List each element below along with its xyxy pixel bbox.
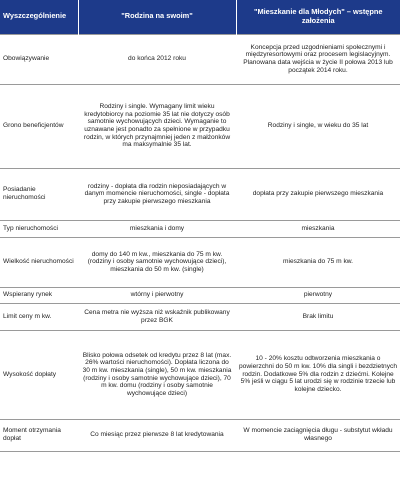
mdm-cell: 10 - 20% kosztu odtworzenia mieszkania o powierzchni do 50 m kw. 10% dla singli i bezdzietnych rodzin. Dodatkowe 5% dla rodzin z dziećmi. Kolejne 5% jeśli w ciągu 5 lat urodzi się w rodzinie trzecie lub kolejne dziecko. [236, 330, 400, 419]
header-col-rodzina: "Rodzina na swoim" [78, 0, 236, 34]
rodzina-cell: domy do 140 m kw., mieszkania do 75 m kw. (rodziny i osoby samotnie wychowujące dzieci), mieszkania do 50 m kw. (single) [78, 237, 236, 287]
table-row [0, 330, 400, 419]
mdm-cell: W momencie zaciągnięcia długu - substytut wkładu własnego [236, 419, 400, 451]
row-label: Limit ceny m kw. [0, 303, 78, 330]
table-row [0, 84, 400, 168]
table-row [0, 168, 400, 220]
table-row [0, 237, 400, 287]
rodzina-cell: mieszkania i domy [78, 220, 236, 237]
mdm-cell: Koncepcja przed uzgodnieniami społecznymi i międzyresortowymi oraz procesem legislacyjnym. Planowana data wejścia w życie II połowa 2013 lub początek 2014 roku. [236, 34, 400, 84]
row-label: Grono beneficjentów [0, 84, 78, 168]
mdm-cell: Brak limitu [236, 303, 400, 330]
rodzina-cell: Blisko połowa odsetek od kredytu przez 8 lat (max. 26% wartości nieruchomości). Dopłata liczona do 30 m kw. mieszkania (single), 50 m kw. mieszkania (rodziny i osoby samotnie wychowujące dzieci), 70 m kw. domu (rodziny i osoby samotnie wychowujące dzieci) [78, 330, 236, 419]
rodzina-cell: Cena metra nie wyższa niż wskaźnik publikowany przez BGK [78, 303, 236, 330]
mdm-cell: pierwotny [236, 287, 400, 303]
mdm-cell: dopłata przy zakupie pierwszego mieszkania [236, 168, 400, 220]
rodzina-cell: rodziny - dopłata dla rodzin nieposiadających w danym momencie nieruchomości, single - dopłata przy zakupie pierwszego mieszkania [78, 168, 236, 220]
row-label: Wielkość nieruchomości [0, 237, 78, 287]
table-row [0, 34, 400, 84]
row-label: Wspierany rynek [0, 287, 78, 303]
table-header [0, 0, 400, 34]
rodzina-cell: Rodziny i single. Wymagany limit wieku kredytobiorcy na poziomie 35 lat nie dotyczy osób samotnie wychowujących dzieci. Wymaganie to uznawane jest ponadto za spełnione w przypadku rodzin, w których przynajmniej jeden z małżonków ma maksymalnie 35 lat. [78, 84, 236, 168]
mdm-cell: mieszkania [236, 220, 400, 237]
table-row [0, 303, 400, 330]
rodzina-cell: Co miesiąc przez pierwsze 8 lat kredytowania [78, 419, 236, 451]
table-row [0, 419, 400, 451]
mdm-cell: Rodziny i single, w wieku do 35 lat [236, 84, 400, 168]
mdm-cell: mieszkania do 75 m kw. [236, 237, 400, 287]
row-label: Wysokość dopłaty [0, 330, 78, 419]
row-label: Posiadanie nieruchomości [0, 168, 78, 220]
rodzina-cell: do końca 2012 roku [78, 34, 236, 84]
row-label: Typ nieruchomości [0, 220, 78, 237]
row-label: Moment otrzymania dopłat [0, 419, 78, 451]
table-row [0, 220, 400, 237]
header-col-feature: Wyszczególnienie [0, 0, 78, 34]
header-col-mdm: "Mieszkanie dla Młodych" – wstępne założenia [236, 0, 400, 34]
row-label: Obowiązywanie [0, 34, 78, 84]
table-row [0, 287, 400, 303]
rodzina-cell: wtórny i pierwotny [78, 287, 236, 303]
